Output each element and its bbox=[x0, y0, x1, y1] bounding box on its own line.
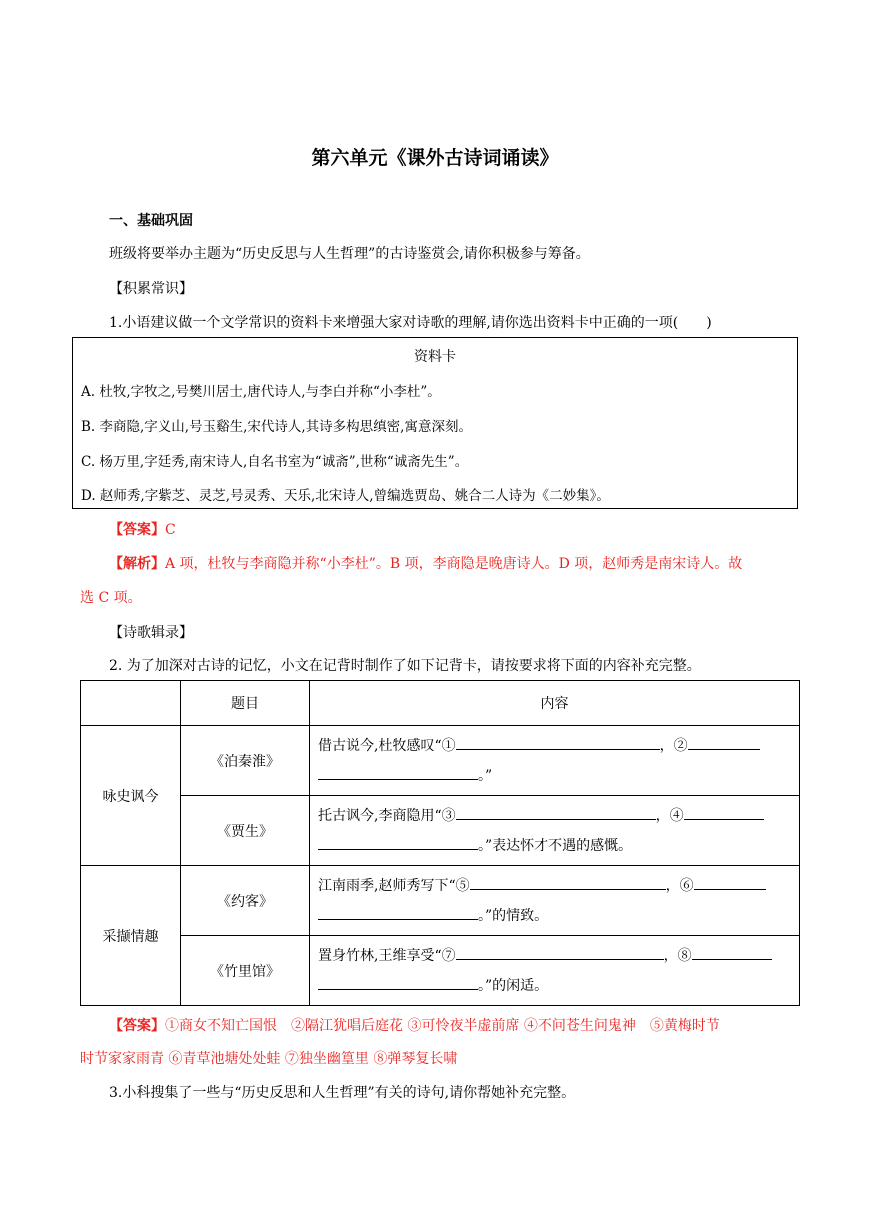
answer-label: 【答案】 bbox=[109, 522, 165, 538]
answer-2-line-1 bbox=[109, 1015, 720, 1035]
question-3: 3.小科搜集了一些与“历史反思和人生哲理”有关的诗句,请你帮她补充完整。 bbox=[109, 1085, 576, 1101]
info-card bbox=[72, 337, 798, 509]
blank-6[interactable] bbox=[694, 872, 766, 890]
poem-title-cell: 《泊秦淮》 bbox=[181, 726, 310, 796]
info-card-title: 资料卡 bbox=[414, 349, 456, 365]
content-cell bbox=[310, 726, 800, 796]
poem-title-cell: 《竹里馆》 bbox=[181, 936, 310, 1006]
blank-8-cont[interactable] bbox=[318, 972, 478, 990]
blank-1[interactable] bbox=[456, 732, 660, 750]
blank-5[interactable] bbox=[470, 872, 666, 890]
blank-4[interactable] bbox=[684, 802, 764, 820]
content-middle: ，② bbox=[659, 737, 688, 754]
answer-value: C bbox=[165, 522, 176, 538]
explanation-1-line-2: 选 C 项。 bbox=[80, 590, 142, 606]
category-cell: 咏史讽今 bbox=[81, 726, 181, 866]
option-a: A. 杜牧,字牧之,号樊川居士,唐代诗人,与李白并称“小李杜”。 bbox=[81, 384, 441, 400]
question-2: 2. 为了加深对古诗的记忆，小文在记背时制作了如下记背卡，请按要求将下面的内容补充完整。 bbox=[109, 658, 701, 674]
blank-4-cont[interactable] bbox=[318, 832, 478, 850]
option-b: B. 李商隐,字义山,号玉谿生,宋代诗人,其诗多构思缜密,寓意深刻。 bbox=[81, 419, 472, 435]
table-row bbox=[81, 866, 800, 936]
content-middle: ，⑧ bbox=[663, 947, 692, 964]
answer-2-line-2: 时节家家雨青 ⑥青草池塘处处蛙 ⑦独坐幽篁里 ⑧弹琴复长啸 bbox=[80, 1051, 458, 1067]
section-heading-basic: 一、基础巩固 bbox=[109, 213, 193, 229]
explanation-1-line-1 bbox=[109, 553, 742, 573]
memory-card-table bbox=[80, 680, 800, 1006]
header-content: 内容 bbox=[310, 681, 800, 726]
answer-label: 【答案】 bbox=[109, 1018, 165, 1034]
blank-8[interactable] bbox=[692, 942, 772, 960]
subheading-poems: 【诗歌辑录】 bbox=[109, 625, 193, 641]
blank-2[interactable] bbox=[688, 732, 760, 750]
subheading-knowledge: 【积累常识】 bbox=[109, 281, 193, 297]
content-middle: ，④ bbox=[655, 807, 684, 824]
content-suffix: 。”表达怀才不遇的感慨。 bbox=[478, 837, 633, 854]
content-prefix: 托古讽今,李商隐用“③ bbox=[318, 807, 456, 824]
table-row bbox=[81, 796, 800, 866]
explanation-text: A 项，杜牧与李商隐并称“小李杜”。B 项，李商隐是晚唐诗人。D 项，赵师秀是南宋诗人。故 bbox=[165, 556, 743, 572]
content-cell bbox=[310, 866, 800, 936]
question-1: 1.小语建议做一个文学常识的资料卡来增强大家对诗歌的理解,请你选出资料卡中正确的一项( ) bbox=[109, 315, 712, 331]
poem-title-cell: 《贾生》 bbox=[181, 796, 310, 866]
blank-7[interactable] bbox=[456, 942, 664, 960]
table-row bbox=[81, 726, 800, 796]
option-c: C. 杨万里,字廷秀,南宋诗人,自名书室为“诚斋”,世称“诚斋先生”。 bbox=[81, 454, 469, 470]
content-prefix: 借古说今,杜牧感叹“① bbox=[318, 737, 456, 754]
option-d: D. 赵师秀,字紫芝、灵芝,号灵秀、天乐,北宋诗人,曾编选贾岛、姚合二人诗为《二妙集》。 bbox=[81, 488, 610, 504]
table-header-row bbox=[81, 681, 800, 726]
answer-1 bbox=[109, 519, 176, 539]
table-row bbox=[81, 936, 800, 1006]
explanation-label: 【解析】 bbox=[109, 556, 165, 572]
blank-6-cont[interactable] bbox=[318, 902, 478, 920]
header-title: 题目 bbox=[181, 681, 310, 726]
content-prefix: 江南雨季,赵师秀写下“⑤ bbox=[318, 877, 470, 894]
content-cell bbox=[310, 936, 800, 1006]
header-category bbox=[81, 681, 181, 726]
content-cell bbox=[310, 796, 800, 866]
answer-text: ①商女不知亡国恨 ②隔江犹唱后庭花 ③可怜夜半虚前席 ④不问苍生问鬼神 ⑤黄梅时节 bbox=[165, 1018, 720, 1034]
blank-3[interactable] bbox=[456, 802, 656, 820]
content-suffix: 。”的闲适。 bbox=[478, 977, 549, 994]
content-suffix: 。” bbox=[478, 767, 493, 784]
content-suffix: 。”的情致。 bbox=[478, 907, 549, 924]
category-cell: 采撷情趣 bbox=[81, 866, 181, 1006]
blank-2-cont[interactable] bbox=[318, 762, 478, 780]
page-title: 第六单元《课外古诗词诵读》 bbox=[311, 147, 559, 169]
content-prefix: 置身竹林,王维享受“⑦ bbox=[318, 947, 456, 964]
intro-text: 班级将要举办主题为“历史反思与人生哲理”的古诗鉴赏会,请你积极参与筹备。 bbox=[109, 246, 590, 262]
content-middle: ，⑥ bbox=[665, 877, 694, 894]
poem-title-cell: 《约客》 bbox=[181, 866, 310, 936]
